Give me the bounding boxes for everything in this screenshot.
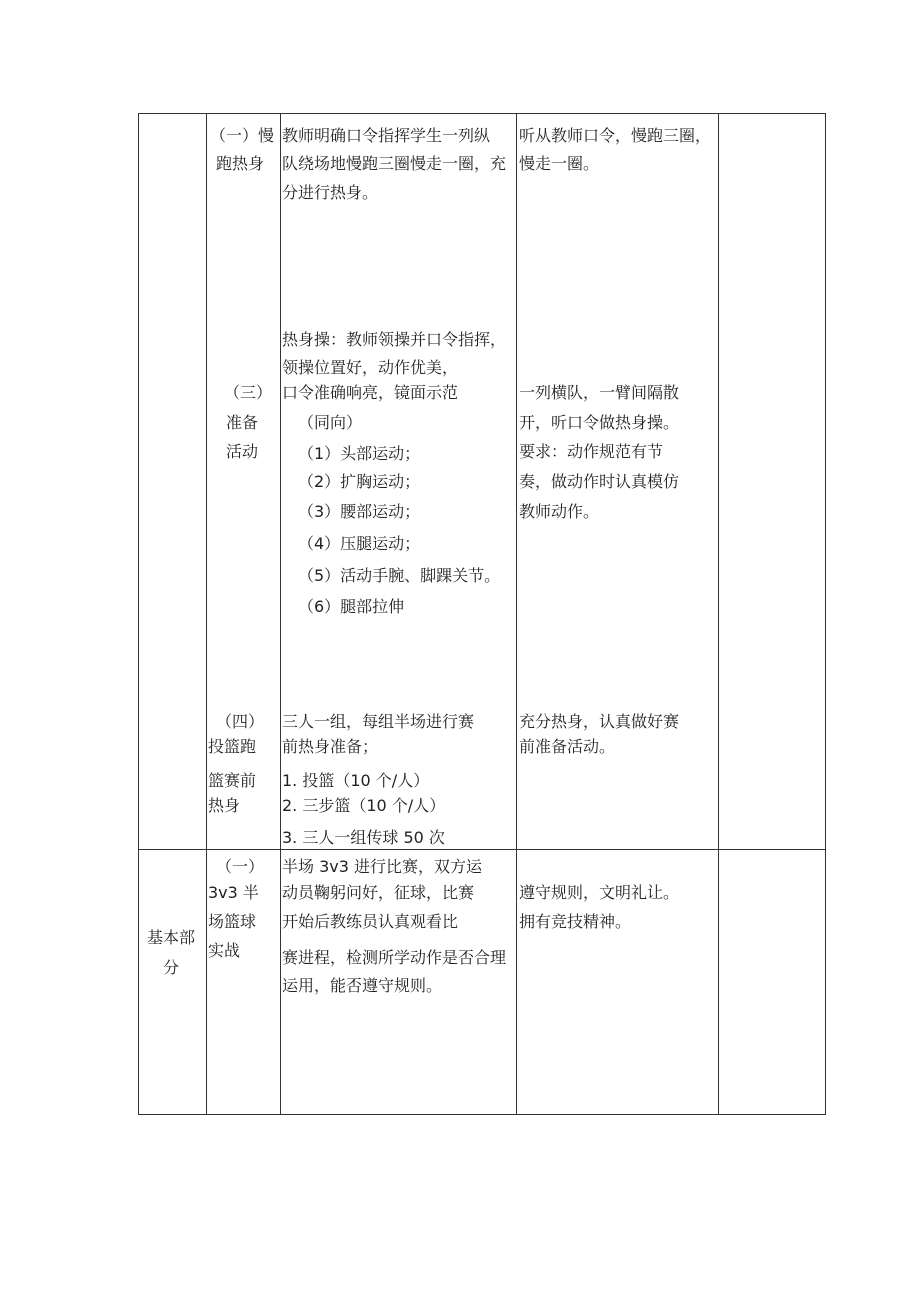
student-line: 教师动作。	[519, 502, 600, 521]
teacher-line: 领操位置好，动作优美，	[282, 358, 459, 377]
table-right-border	[825, 113, 826, 1115]
teacher-line: （6）腿部拉伸	[298, 597, 405, 616]
student-line: 充分热身，认真做好赛	[519, 712, 680, 731]
teacher-line: 三人一组，每组半场进行赛	[282, 712, 475, 731]
teacher-line: （1）头部运动；	[298, 444, 421, 463]
teacher-line: （2）扩胸运动；	[298, 472, 421, 491]
student-line: 慢走一圈。	[519, 154, 600, 173]
row-label-line: 准备	[226, 413, 259, 432]
teacher-line: 2. 三步篮（10 个/人）	[282, 796, 446, 815]
column-divider	[516, 113, 517, 1115]
teacher-line: 3. 三人一组传球 50 次	[282, 828, 445, 847]
teacher-line: 赛进程，检测所学动作是否合理	[282, 948, 507, 967]
column-divider	[206, 113, 207, 1115]
student-line: 开，听口令做热身操。	[519, 413, 680, 432]
teacher-line: 分进行热身。	[282, 183, 379, 202]
student-line: 一列横队，一臂间隔散	[519, 383, 680, 402]
teacher-line: 半场 3v3 进行比赛，双方运	[282, 857, 483, 876]
teacher-line: 运用，能否遵守规则。	[282, 976, 443, 995]
row-label-line: （三）	[224, 383, 273, 402]
row-label-line: 跑热身	[216, 154, 265, 173]
teacher-line: 教师明确口令指挥学生一列纵	[282, 126, 491, 145]
table-left-border	[138, 113, 139, 1115]
table-bottom-border	[138, 1114, 826, 1115]
teacher-line: （4）压腿运动；	[298, 534, 421, 553]
column-divider	[718, 113, 719, 1115]
row-label-line: 投篮跑	[208, 737, 257, 756]
teacher-line: （5）活动手腕、脚踝关节。	[298, 566, 501, 585]
teacher-line: （3）腰部运动；	[298, 502, 421, 521]
column-divider	[280, 113, 281, 1115]
section-divider	[138, 849, 826, 850]
row-label-line: 活动	[226, 442, 259, 461]
teacher-line: 热身操：教师领操并口令指挥，	[282, 330, 507, 349]
section-label-line: 分	[163, 958, 180, 977]
row-label-line: （一）	[216, 857, 265, 876]
row-label-line: （四）	[216, 712, 265, 731]
row-label-line: （一）慢	[210, 126, 275, 145]
teacher-line: 队绕场地慢跑三圈慢走一圈，充	[282, 154, 507, 173]
student-line: 听从教师口令，慢跑三圈，	[519, 126, 712, 145]
student-line: 前准备活动。	[519, 737, 616, 756]
teacher-line: （同向）	[298, 413, 363, 432]
row-label-line: 实战	[208, 941, 241, 960]
teacher-line: 口令准确响亮，镜面示范	[282, 383, 459, 402]
student-line: 拥有竞技精神。	[519, 912, 632, 931]
teacher-line: 1. 投篮（10 个/人）	[282, 771, 430, 790]
row-label-line: 热身	[208, 796, 241, 815]
teacher-line: 开始后教练员认真观看比	[282, 912, 459, 931]
student-line: 要求：动作规范有节	[519, 442, 664, 461]
row-label-line: 3v3 半	[208, 883, 259, 902]
row-label-line: 篮赛前	[208, 771, 257, 790]
student-line: 遵守规则，文明礼让。	[519, 883, 680, 902]
teacher-line: 前热身准备；	[282, 737, 379, 756]
teacher-line: 动员鞠躬问好，征球，比赛	[282, 883, 475, 902]
section-label-line: 基本部	[147, 928, 196, 947]
table-top-border	[138, 113, 826, 114]
row-label-line: 场篮球	[208, 912, 257, 931]
student-line: 奏，做动作时认真模仿	[519, 472, 680, 491]
